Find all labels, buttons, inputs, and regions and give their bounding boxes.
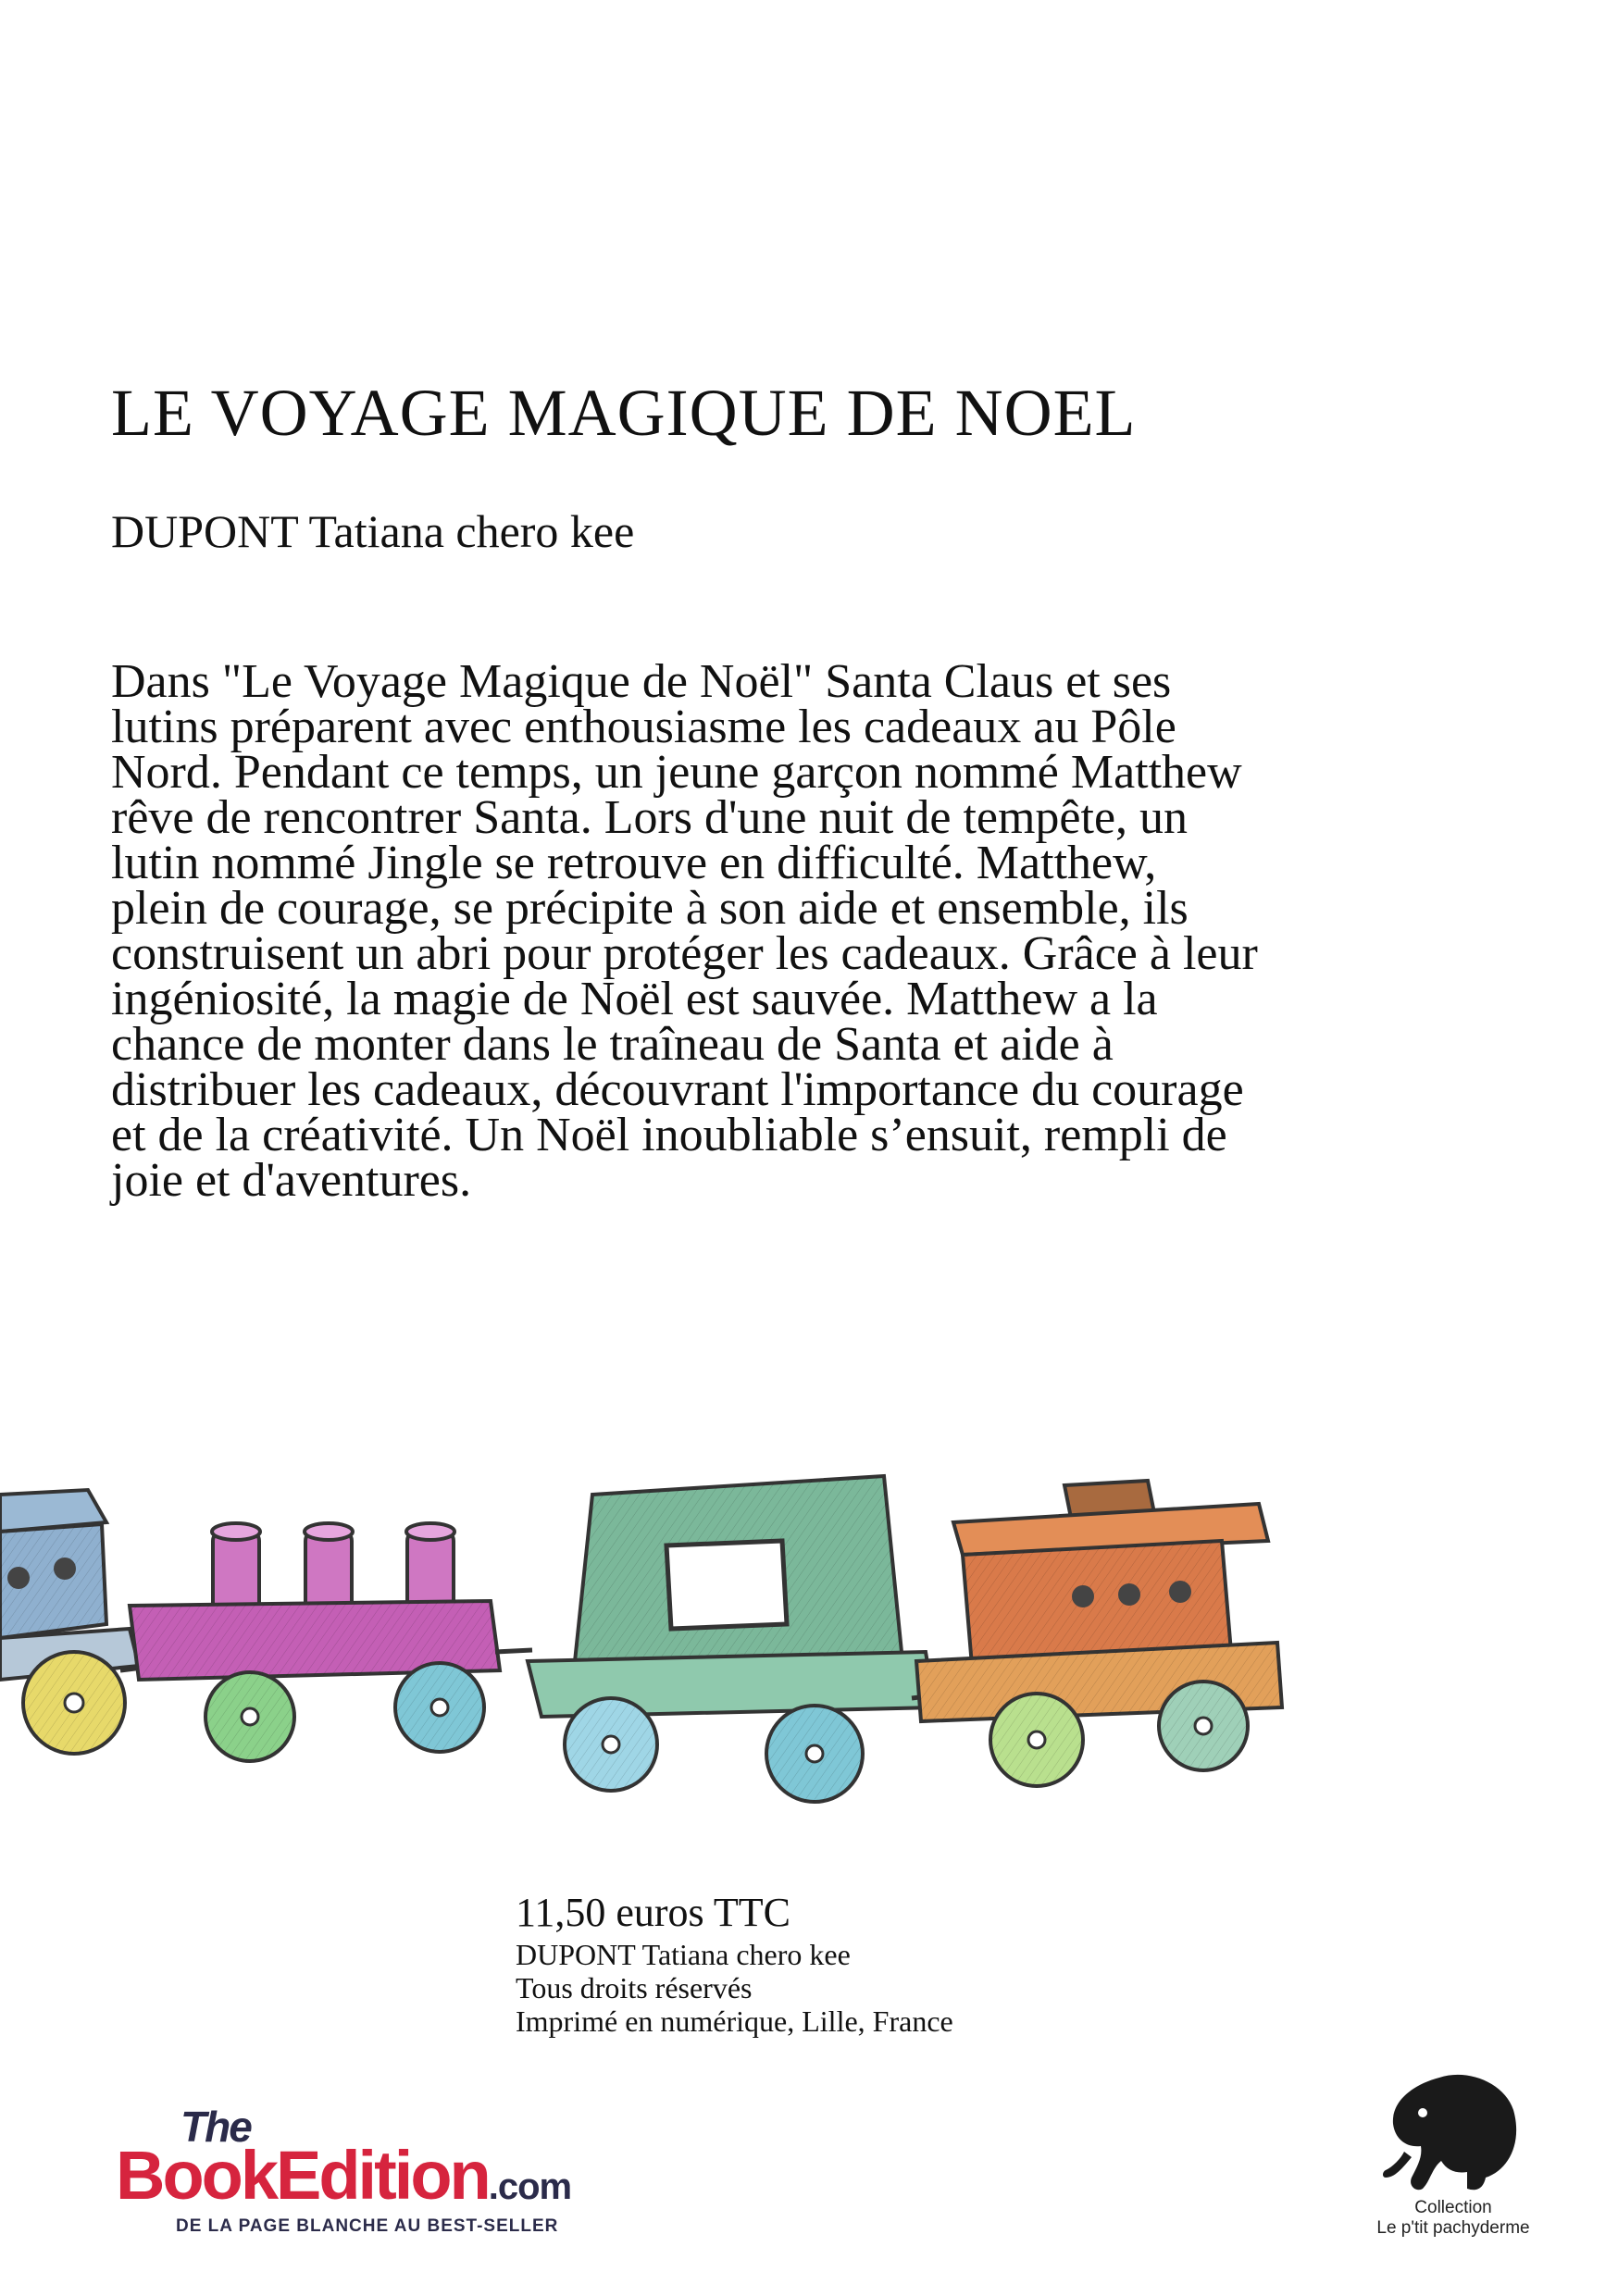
toy-train-illustration [0,1439,1314,1837]
logo-the: The [180,2103,251,2151]
colophon-rights: Tous droits réservés [516,1971,753,2004]
price: 11,50 euros TTC [516,1890,790,1935]
colophon [516,1888,1164,2038]
elephant-icon [1375,2068,1532,2198]
train-caboose [916,1481,1282,1786]
logo-wordmark [116,2139,571,2224]
train-car-purple [130,1523,500,1761]
logo-domain: .com [488,2166,572,2207]
logo-name: BookEdition [116,2137,489,2214]
publisher-logo [116,2105,671,2235]
collection-badge [1342,2068,1564,2263]
colophon-author: DUPONT Tatiana chero kee [516,1938,851,1971]
colophon-printing: Imprimé en numérique, Lille, France [516,2004,953,2038]
logo-tagline: DE LA PAGE BLANCHE AU BEST-SELLER [176,2216,559,2236]
train-car-green [528,1476,935,1802]
book-author: DUPONT Tatiana chero kee [111,505,635,557]
train-engine [0,1490,139,1754]
book-title: LE VOYAGE MAGIQUE DE NOEL [111,376,1137,450]
book-blurb: Dans "Le Voyage Magique de Noël" Santa Claus et ses lutins préparent avec enthousiasme les cadeaux au Pôle Nord. Pendant ce temps, un jeune garçon nommé Matthew rêve de rencontrer Santa. Lors d'une nuit de tempête, un lutin nommé Jingle se retrouve en difficulté. Matthew, plein de courage, se précipite à son aide et ensemble, ils construisent un abri pour protéger les cadeaux. Grâce à leur ingéniosité, la magie de Noël est sauvée. Matthew a la chance de monter dans le traîneau de Santa et aide à distribuer les cadeaux, découvrant l'importance du courage et de la créativité. Un Noël inoubliable s’ensuit, rempli de joie et d'aventures. [111,655,1258,1207]
collection-label: Collection [1414,2198,1492,2217]
collection-name: Le p'tit pachyderme [1376,2218,1530,2238]
